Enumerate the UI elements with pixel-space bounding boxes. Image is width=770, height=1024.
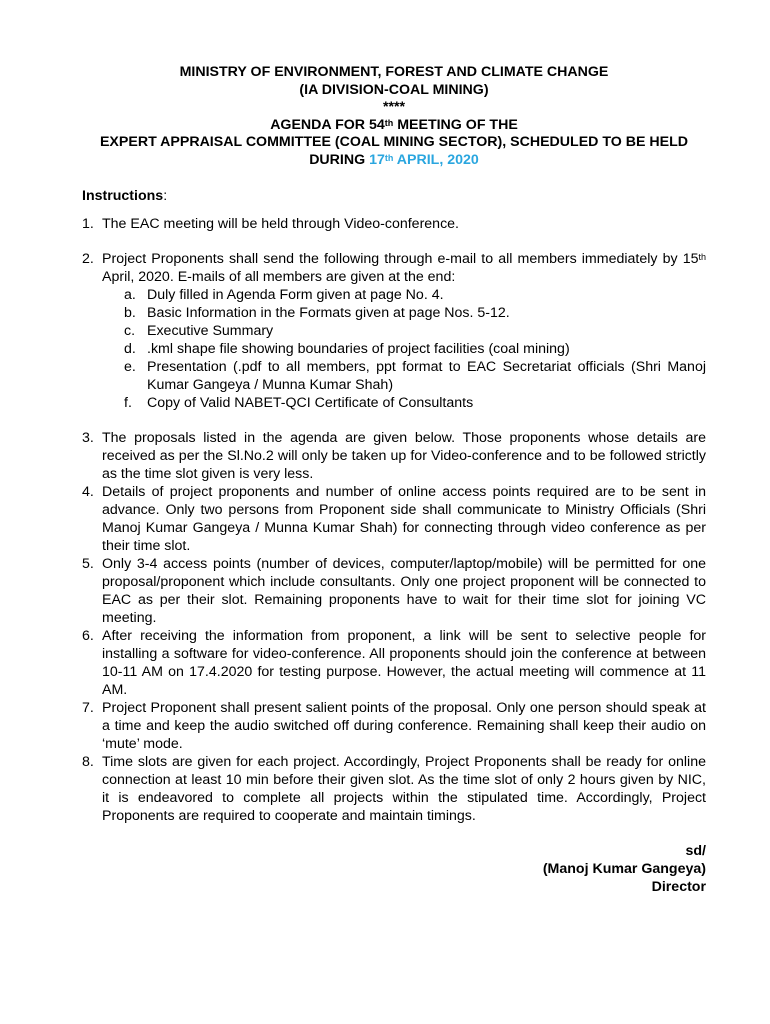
instructions-heading: Instructions: xyxy=(82,188,168,204)
signatory-name: (Manoj Kumar Gangeya) xyxy=(542,861,706,877)
document-header xyxy=(82,64,706,169)
agenda-title: AGENDA FOR 54th MEETING OF THE xyxy=(270,116,518,133)
sub-list-item: d. .kml shape file showing boundaries of project facilities (coal mining) xyxy=(124,341,570,357)
list-item: 5. Only 3-4 access points (number of devices, computer/laptop/mobile) will be permitted for one proposal/proponent which include consultants. Only one project proponent will be connected to EAC as per their slot. Remaining proponents have to wait for their time slot for joining VC meeting. xyxy=(82,556,706,626)
sub-list-item: e. Presentation (.pdf to all members, ppt format to EAC Secretariat officials (Shri Manoj Kumar Gangeya / Munna Kumar Shah) xyxy=(124,359,706,393)
instructions-list xyxy=(82,215,706,825)
signature-sd: sd/ xyxy=(685,843,706,859)
signature-block xyxy=(82,842,706,896)
list-item: 2. Project Proponents shall send the following through e-mail to all members immediately by 15th April, 2020. E-mails of all members are given at the end: a. Duly filled in Agenda Form given at page No. 4. b. Basic Information in the Formats given at page Nos. 5-12. c. Executive Summary d. .kml shape file showing boundaries of project facilities (coal mining) e. Presentation (.pdf to all members, ppt format to EAC Secretariat officials (Shri Manoj Kumar Gangeya / Munna Kumar Shah) f. Copy of Valid NABET-QCI Certificate of Consultants xyxy=(82,251,706,411)
list-item: 8. Time slots are given for each project. Accordingly, Project Proponents shall be ready for online connection at least 10 min before their given slot. As the time slot of only 2 hours given by NIC, it is endeavored to complete all projects within the stipulated time. Accordingly, Project Proponents are required to cooperate and maintain timings. xyxy=(82,754,706,824)
separator-stars: **** xyxy=(382,99,406,115)
signatory-title: Director xyxy=(651,879,706,895)
sub-list-item: b. Basic Information in the Formats given at page Nos. 5-12. xyxy=(124,305,510,321)
list-item: 1. The EAC meeting will be held through Video-conference. xyxy=(82,216,460,232)
sub-list-item: a. Duly filled in Agenda Form given at page No. 4. xyxy=(124,287,444,303)
list-item: 7. Project Proponent shall present salient points of the proposal. Only one person should speak at a time and keep the audio switched off during conference. Remaining shall keep their audio on ‘mute’ mode. xyxy=(82,700,706,752)
list-item: 4. Details of project proponents and number of online access points required are to be sent in advance. Only two persons from Proponent side shall communicate to Ministry Officials (Shri Manoj Kumar Gangeya / Munna Kumar Shah) for connecting through video conference as per their time slot. xyxy=(82,484,706,554)
meeting-date-line: DURING 17th APRIL, 2020 xyxy=(309,151,479,168)
committee-title: EXPERT APPRAISAL COMMITTEE (COAL MINING SECTOR), SCHEDULED TO BE HELD xyxy=(99,134,689,150)
sub-list-item: f. Copy of Valid NABET-QCI Certificate of Consultants xyxy=(124,395,474,411)
ministry-title: MINISTRY OF ENVIRONMENT, FOREST AND CLIMATE CHANGE xyxy=(179,64,609,80)
division-title: (IA DIVISION-COAL MINING) xyxy=(299,81,489,98)
list-item: 6. After receiving the information from proponent, a link will be sent to selective people for installing a software for video-conference. All proponents should join the conference at between 10-11 AM on 17.4.2020 for testing purpose. However, the actual meeting will commence at 11 AM. xyxy=(82,628,706,698)
document-page xyxy=(82,64,706,896)
meeting-date: 17th APRIL, 2020 xyxy=(369,151,479,168)
sub-list xyxy=(102,286,706,412)
sub-list-item: c. Executive Summary xyxy=(124,323,274,339)
list-item: 3. The proposals listed in the agenda are given below. Those proponents whose details are received as per the Sl.No.2 will only be taken up for Video-conference and to be followed strictly as the time slot given is very less. xyxy=(82,430,706,482)
